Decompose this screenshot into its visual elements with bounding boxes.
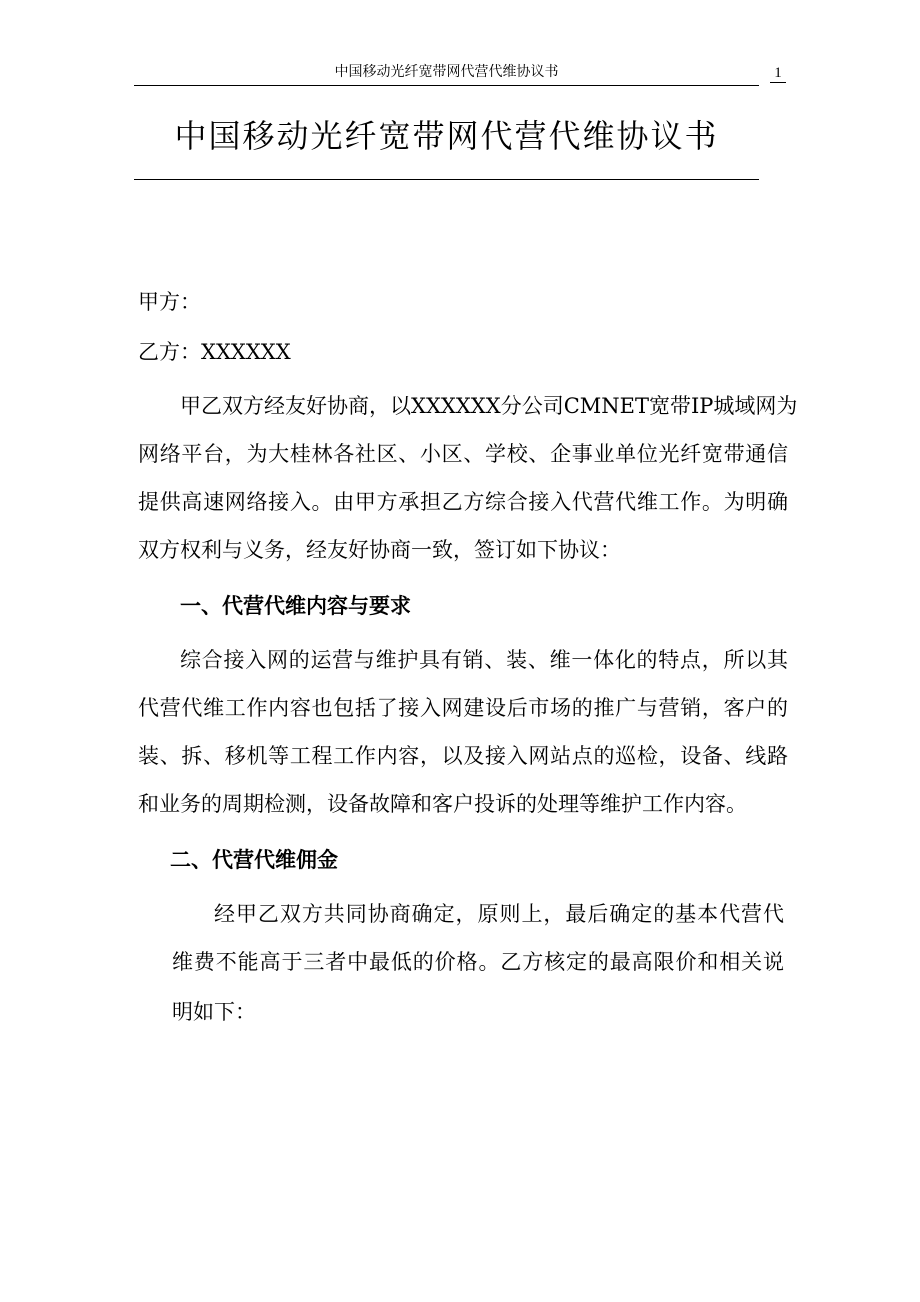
party-b-line: 乙方：XXXXXX (138, 340, 291, 364)
header-rule (134, 85, 759, 86)
section-1-line-2: 代营代维工作内容也包括了接入网建设后市场的推广与营销，客户的 (138, 696, 788, 720)
section-1-line-3: 装、拆、移机等工程工作内容，以及接入网站点的巡检，设备、线路 (138, 744, 788, 768)
title-rule (134, 179, 759, 180)
intro-line-3: 提供高速网络接入。由甲方承担乙方综合接入代营代维工作。为明确 (138, 490, 788, 514)
section-1-line-4: 和业务的周期检测，设备故障和客户投诉的处理等维护工作内容。 (138, 792, 747, 816)
section-2-heading: 二、代营代维佣金 (170, 847, 338, 872)
running-header: 中国移动光纤宽带网代营代维协议书 (334, 65, 559, 80)
section-1-heading: 一、代营代维内容与要求 (180, 593, 411, 618)
section-1-line-1: 综合接入网的运营与维护具有销、装、维一体化的特点，所以其 (180, 648, 788, 672)
party-a-line: 甲方： (138, 290, 201, 314)
section-2-line-1: 经甲乙双方共同协商确定，原则上，最后确定的基本代营代 (214, 902, 784, 926)
section-2-line-2: 维费不能高于三者中最低的价格。乙方核定的最高限价和相关说 (172, 950, 784, 974)
section-2-line-3: 明如下： (172, 1000, 256, 1024)
intro-line-1: 甲乙双方经友好协商，以XXXXXX分公司CMNET宽带IP城域网为 (180, 394, 798, 418)
intro-line-2: 网络平台，为大桂林各社区、小区、学校、企事业单位光纤宽带通信 (138, 442, 788, 466)
intro-line-4: 双方权利与义务，经友好协商一致，签订如下协议： (138, 538, 621, 562)
page-number: 1 (770, 64, 786, 83)
document-title: 中国移动光纤宽带网代营代维协议书 (174, 117, 719, 155)
